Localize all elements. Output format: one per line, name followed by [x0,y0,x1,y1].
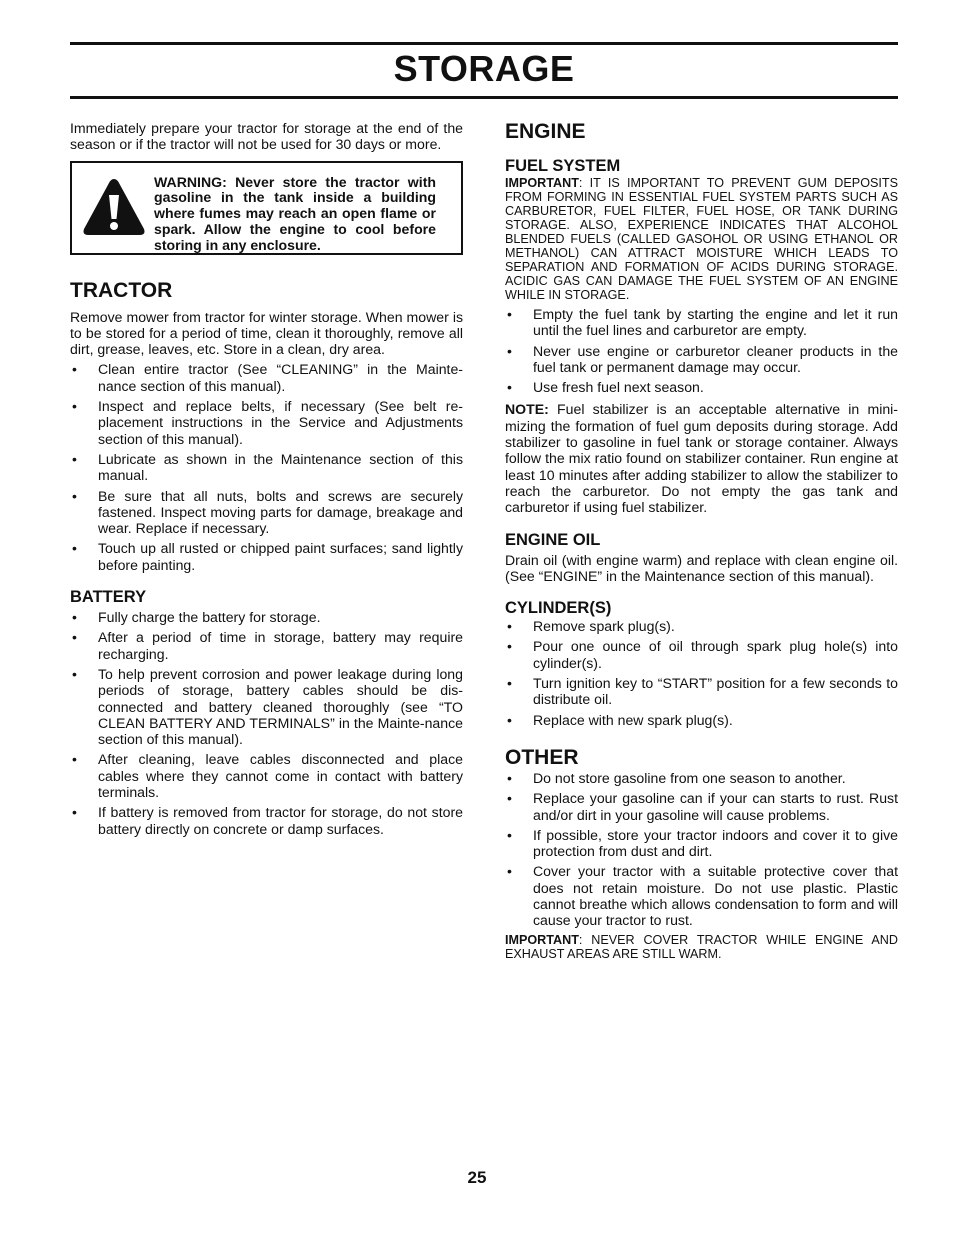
important-text: : NEVER COVER TRACTOR WHILE ENGINE AND EXHAUST AREAS ARE STILL WARM. [505,932,898,961]
important-label: IMPORTANT [505,932,579,947]
list-item: • To help prevent corrosion and power leakage during long periods of storage, battery cables should be dis-connected and battery cleaned thoroughly (see “TO CLEAN BATTERY AND TERMINALS” in the Mainte-nance section of this manual). [70,666,463,747]
list-item: • After cleaning, leave cables disconnected and place cables where they cannot come in contact with battery terminals. [70,751,463,800]
list-item: • Cover your tractor with a suitable protective cover that does not retain moisture. Do not use plastic. Plastic cannot breathe which allows condensation to form and will cause your tractor to rust. [505,863,898,928]
list-item: • Replace your gasoline can if your can starts to rust. Rust and/or dirt in your gasoline will cause problems. [505,790,898,823]
list-item: • Touch up all rusted or chipped paint surfaces; sand lightly before painting. [70,540,463,573]
intro-paragraph: Immediately prepare your tractor for storage at the end of the season or if the tractor will not be used for 30 days or more. [70,120,463,153]
left-column [70,120,463,841]
tractor-heading: TRACTOR [70,278,173,302]
list-item: • If battery is removed from tractor for storage, do not store battery directly on concrete or damp surfaces. [70,804,463,837]
fuel-note-paragraph [505,401,898,515]
battery-list [70,609,463,837]
page-title: STORAGE [393,48,575,89]
tractor-intro: Remove mower from tractor for winter storage. When mower is to be stored for a period of time, clean it thoroughly, remove all dirt, grease, leaves, etc. Store in a clean, dry area. [70,308,463,358]
warning-triangle-icon [80,175,148,239]
note-label: NOTE: [505,401,549,418]
list-item: • Be sure that all nuts, bolts and screws are securely fastened. Inspect moving parts for damage, breakage and wear. Replace if necessary. [70,488,463,537]
list-item: • Inspect and replace belts, if necessary (See belt re-placement instructions in the Service and Adjustments section of this manual). [70,398,463,447]
header-rule-top [70,42,898,45]
list-item: • Clean entire tractor (See “CLEANING” in the Mainte-nance section of this manual). [70,361,463,394]
list-item: • Do not store gasoline from one season to another. [505,770,898,786]
other-heading: OTHER [505,745,579,769]
list-item: • Never use engine or carburetor cleaner products in the fuel tank or permanent damage may occur. [505,343,898,376]
cylinders-list [505,618,898,728]
other-important-paragraph [505,933,898,961]
engine-oil-text: Drain oil (with engine warm) and replace with clean engine oil. (See “ENGINE” in the Maintenance section of this manual). [505,551,898,584]
list-item: • Use fresh fuel next season. [505,379,898,395]
important-text: : IT IS IMPORTANT TO PREVENT GUM DEPOSITS FROM FORMING IN ESSENTIAL FUEL SYSTEM PARTS SUCH AS CARBURETOR, FUEL FILTER, FUEL HOSE, OR TANK DURING STORAGE. ALSO, EXPERIENCE INDICATES THAT ALCOHOL BLENDED FUELS (CALLED GASOHOL OR USING ETHANOL OR METHANOL) CAN ATTRACT MOISTURE WHICH LEADS TO SEPARATION AND FORMATION OF ACIDS DURING STORAGE. ACIDIC GAS CAN DAMAGE THE FUEL SYSTEM OF AN ENGINE WHILE IN STORAGE. [505,176,898,302]
fuel-system-heading: FUEL SYSTEM [505,157,621,175]
list-item: • Lubricate as shown in the Maintenance section of this manual. [70,451,463,484]
list-item: • Remove spark plug(s). [505,618,898,634]
list-item: • If possible, store your tractor indoors and cover it to give protection from dust and dirt. [505,827,898,860]
header-rule-bottom [70,96,898,99]
list-item: • After a period of time in storage, battery may require recharging. [70,629,463,662]
list-item: • Empty the fuel tank by starting the engine and let it run until the fuel lines and carburetor are empty. [505,306,898,339]
other-list [505,770,898,929]
warning-text: WARNING: Never store the tractor with gasoline in the tank inside a building where fumes may reach an open flame or spark. Allow the engine to cool before storing in any enclosure. [154,173,436,253]
list-item: • Fully charge the battery for storage. [70,609,463,625]
engine-oil-heading: ENGINE OIL [505,530,601,549]
list-item: • Turn ignition key to “START” position for a few seconds to distribute oil. [505,675,898,708]
fuel-list [505,306,898,395]
engine-heading: ENGINE [505,120,586,143]
note-text: Fuel stabilizer is an acceptable alternative in mini-mizing the formation of fuel gum deposits during storage. Add stabilizer to gasoline in fuel tank or storage container. Always follow the mix ratio found on stabilizer container. Run engine at least 10 minutes after adding stabilizer to allow the stabilizer to reach the carburetor. Do not empty the gas tank and carburetor if using fuel stabilizer. [505,401,898,516]
list-item: • Pour one ounce of oil through spark plug hole(s) into cylinder(s). [505,638,898,671]
right-column [505,120,898,961]
list-item: • Replace with new spark plug(s). [505,712,898,728]
page-number: 25 [467,1168,487,1187]
cylinders-heading: CYLINDER(S) [505,599,612,618]
warning-box [70,161,463,255]
fuel-important-paragraph [505,176,898,302]
battery-heading: BATTERY [70,588,147,607]
important-label: IMPORTANT [505,176,579,190]
tractor-list [70,361,463,573]
